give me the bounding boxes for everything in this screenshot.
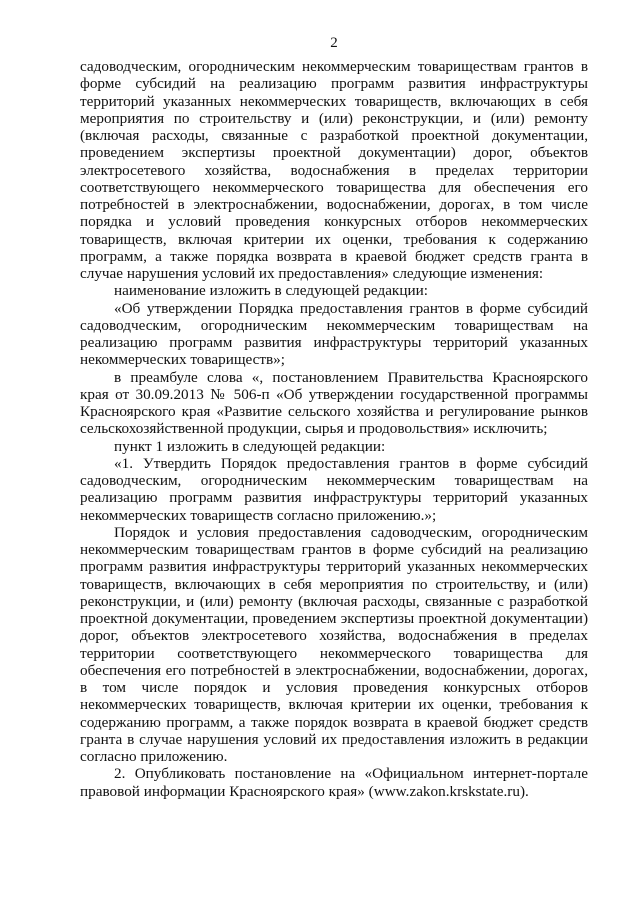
paragraph: пункт 1 изложить в следующей редакции:	[114, 437, 386, 455]
page-number: 2	[330, 35, 338, 51]
paragraph: Порядок и условия предоставления садоводческим, огородническим некоммерческим товариществам грантов в форме субсидий на реализацию программ развития инфраструктуры территорий указанных некоммерческих товариществ, включающих в себя мероприятия по строительству, и (или) реконструкции, и (или) ремонту (включая расходы, связанные с разработкой проектной документации, проведением экспертизы проектной документации) дорог, объектов электросетевого хозяйства, водоснабжения в пределах территории соответствующего некоммерческого товарищества для обеспечения его потребностей в электроснабжении, водоснабжении, дорогах, в том числе порядок и условия проведения конкурсных отборов некоммерческих товариществ, включая критерии их оценки, требования к содержанию программ, а также порядок возврата в краевой бюджет средств гранта в случае нарушения условий их предоставления изложить в редакции согласно приложению.	[80, 523, 588, 765]
paragraph: «1. Утвердить Порядок предоставления грантов в форме субсидий садоводческим, огородническим некоммерческим товариществам на реализацию программ развития инфраструктуры территорий указанных некоммерческих товариществ согласно приложению.»;	[80, 454, 588, 524]
paragraph: «Об утверждении Порядка предоставления грантов в форме субсидий садоводческим, огородническим некоммерческим товариществам на реализацию программ развития инфраструктуры территорий указанных некоммерческих товариществ»;	[80, 299, 588, 369]
paragraph: садоводческим, огородническим некоммерческим товариществам грантов в форме субсидий на реализацию программ развития инфраструктуры территорий указанных некоммерческих товариществ, включающих в себя мероприятия по строительству и (или) реконструкции, и (или) ремонту (включая расходы, связанные с разработкой проектной документации, проведением экспертизы проектной документации) дорог, объектов электросетевого хозяйства, водоснабжения в пределах территории соответствующего некоммерческого товарищества для обеспечения его потребностей в электроснабжении, водоснабжении, дорогах, в том числе порядка и условий проведения конкурсных отборов некоммерческих товариществ, включая критерии их оценки, требования к содержанию программ, а также порядка возврата в краевой бюджет средств гранта в случае нарушения условий их предоставления» следующие изменения:	[80, 58, 588, 282]
paragraph: наименование изложить в следующей редакции:	[114, 282, 428, 300]
paragraph: в преамбуле слова «, постановлением Правительства Красноярского края от 30.09.2013 № 506-п «Об утверждении государственной программы Красноярского края «Развитие сельского хозяйства и регулирование рынков сельскохозяйственной продукции, сырья и продовольствия» исключить;	[80, 368, 588, 438]
paragraph: 2. Опубликовать постановление на «Официальном интернет-портале правовой информации Красноярского края» (www.zakon.krskstate.ru).	[80, 765, 588, 800]
document-body	[80, 58, 588, 800]
